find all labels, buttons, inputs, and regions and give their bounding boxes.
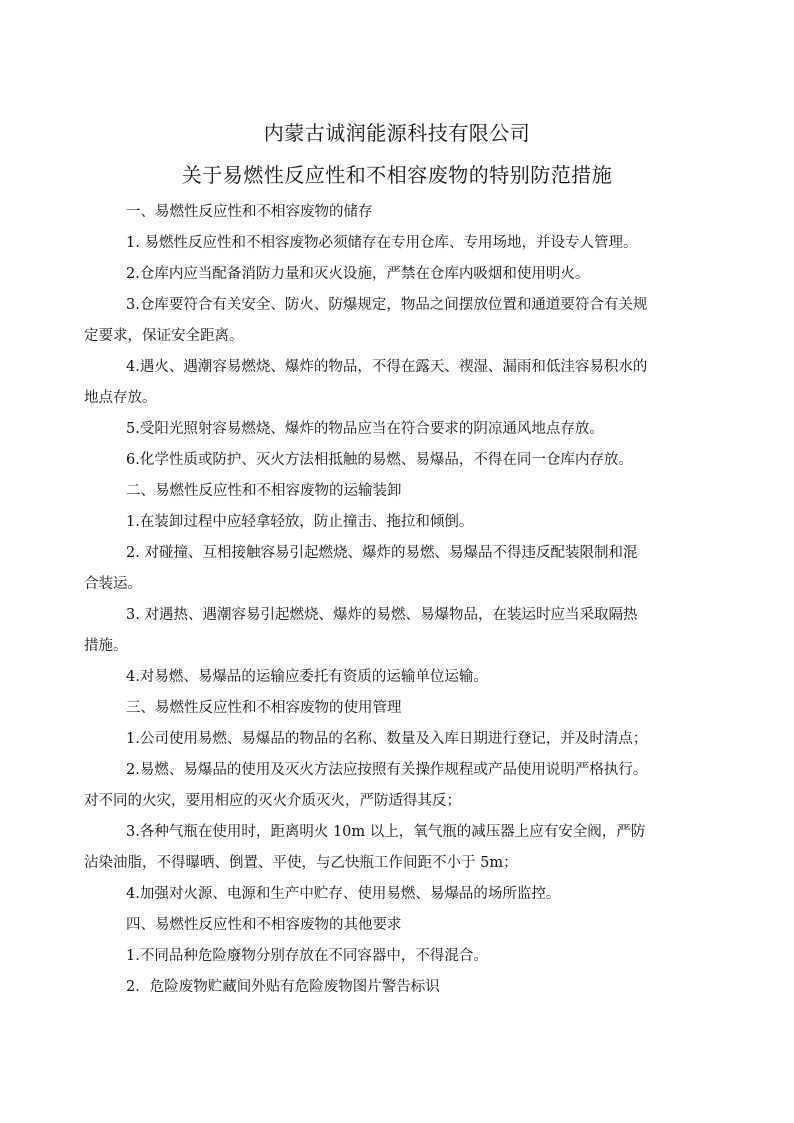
paragraph-continuation: 对不同的火灾，要用相应的灭火介质灭火，严防适得其反； [84, 793, 461, 809]
paragraph: 1.不同品种危险廢物分别存放在不同容器中，不得混合。 [126, 948, 488, 964]
section-heading: 四、易燃性反应性和不相容废物的其他要求 [126, 917, 402, 933]
paragraph-continuation: 沾染油脂，不得曝晒、倒置、平使，与乙快瓶工作间距不小于 5m； [84, 855, 518, 871]
paragraph: 3. 对遇热、遇潮容易引起燃烧、爆炸的易燃、易爆物品，在装运时应当采取隔热 [126, 607, 638, 623]
paragraph: 6.化学性质或防护、灭火方法相抵触的易燃、易爆品，不得在同一仓库内存放。 [126, 452, 633, 468]
company-name: 内蒙古诚润能源科技有限公司 [263, 121, 531, 145]
document-title: 关于易燃性反应性和不相容废物的特别防范措施 [181, 163, 613, 187]
paragraph: 2. 对碰撞、互相接触容易引起燃烧、爆炸的易燃、易爆品不得违反配装限制和混 [126, 545, 638, 561]
section-heading: 一、易燃性反应性和不相容废物的储存 [126, 204, 373, 220]
paragraph: 2.仓库内应当配备消防力量和灭火设施，严禁在仓库内吸烟和使用明火。 [126, 266, 590, 282]
paragraph: 2．危险废物贮藏间外贴有危险废物图片警告标识 [126, 979, 440, 995]
document-body [84, 201, 704, 1007]
paragraph: 3.各种气瓶在使用时，距离明火 10m 以上，氧气瓶的减压器上应有安全阀，严防 [126, 824, 646, 840]
section-heading: 三、易燃性反应性和不相容废物的使用管理 [126, 700, 402, 716]
paragraph: 1.在装卸过程中应轻拿轻放，防止撞击、拖拉和倾倒。 [126, 514, 474, 530]
paragraph: 2.易燃、易爆品的使用及灭火方法应按照有关操作规程或产品使用说明严格执行。 [126, 762, 648, 778]
paragraph-continuation: 定要求，保证安全距离。 [84, 328, 244, 344]
paragraph: 4.加强对火源、电源和生产中贮存、使用易燃、易爆品的场所监控。 [126, 886, 561, 902]
section-heading: 二、易燃性反应性和不相容废物的运输装卸 [126, 483, 402, 499]
paragraph: 5.受阳光照射容易燃烧、爆炸的物品应当在符合要求的阴凉通风地点存放。 [126, 421, 604, 437]
paragraph: 4.对易燃、易爆品的运输应委托有资质的运输单位运输。 [126, 669, 488, 685]
paragraph: 4.遇火、遇潮容易燃烧、爆炸的物品，不得在露天、禊湿、漏雨和低洼容易积水的 [126, 359, 648, 375]
paragraph-continuation: 措施。 [84, 638, 128, 654]
paragraph-continuation: 合装运。 [84, 576, 142, 592]
paragraph: 1.公司使用易燃、易爆品的物品的名称、数量及入库日期进行登记，并及时清点； [126, 731, 648, 747]
paragraph: 1. 易燃性反应性和不相容废物必须储存在专用仓库、专用场地，并设专人管理。 [126, 235, 638, 251]
paragraph-continuation: 地点存放。 [84, 390, 157, 406]
paragraph: 3.仓库要符合有关安全、防火、防爆规定，物品之间摆放位置和通道要符合有关规 [126, 297, 648, 313]
